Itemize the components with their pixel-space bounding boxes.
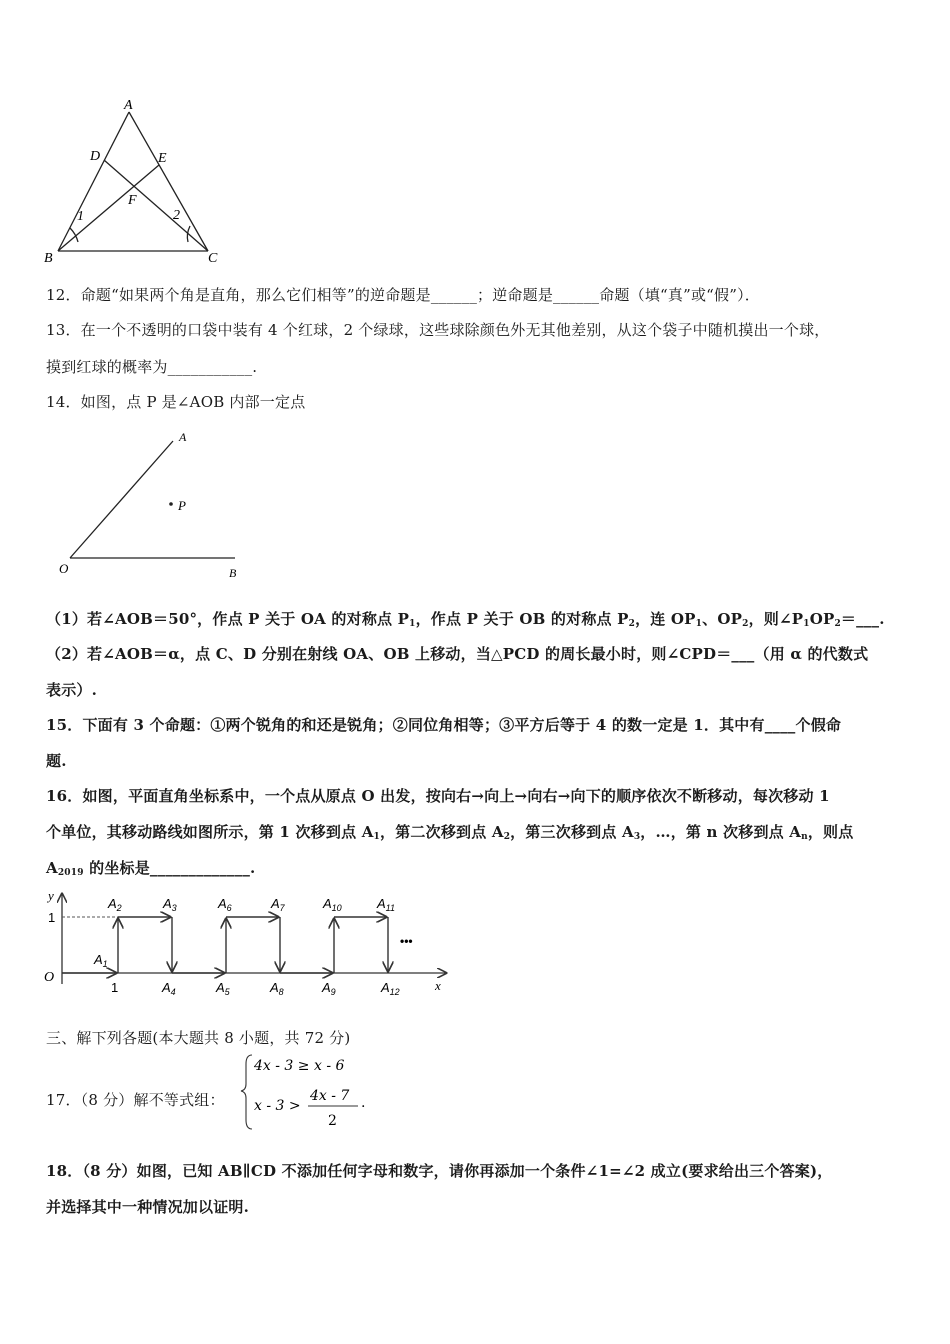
point-label-a8: $A_8$ — [270, 980, 284, 997]
point-label-a5: $A_5$ — [216, 980, 230, 997]
angle-aob-figure — [50, 425, 250, 585]
point-label-a4: $A_4$ — [162, 980, 176, 997]
question-14-part2-line1: （2）若∠AOB＝α，点 C、D 分别在射线 OA、OB 上移动，当△PCD 的周长最小时，则∠CPD＝___（用 α 的代数式 — [46, 645, 869, 663]
ray-oa — [70, 441, 173, 558]
question-13-line2: 摸到红球的概率为___________. — [46, 358, 258, 376]
question-17-label: 17．（8 分）解不等式组： — [46, 1091, 225, 1109]
side-ab — [58, 112, 129, 251]
point-label-a3: $A_3$ — [163, 896, 177, 913]
movement-path-figure — [40, 886, 460, 998]
question-14-stem: 14．如图，点 P 是∠AOB 内部一定点 — [46, 393, 306, 411]
point-label-a11: $A_{11}$ — [377, 896, 396, 913]
inequality-2-left: x - 3 > — [254, 1098, 301, 1114]
section-3-title: 三、解下列各题(本大题共 8 小题，共 72 分) — [46, 1029, 351, 1047]
point-label-a7: $A_7$ — [271, 896, 285, 913]
point-label-a9: $A_9$ — [322, 980, 336, 997]
label-a: A — [179, 430, 187, 444]
inequality-1: 4x - 3 ≥ x - 6 — [254, 1058, 345, 1074]
question-15-line1: 15．下面有 3 个命题：①两个锐角的和还是锐角；②同位角相等；③平方后等于 4 的数一定是 1．其中有____个假命 — [46, 716, 842, 734]
segment-cd — [104, 160, 208, 251]
label-f: F — [128, 193, 137, 208]
label-o: O — [59, 561, 69, 576]
question-13-line1: 13．在一个不透明的口袋中装有 4 个红球，2 个绿球，这些球除颜色外无其他差别，从这个袋子中随机摸出一个球， — [46, 321, 830, 339]
side-ac — [129, 112, 208, 251]
point-label-a1: $A_1$ — [94, 952, 108, 969]
question-18-line2: 并选择其中一种情况加以证明. — [46, 1198, 250, 1216]
question-12: 12．命题“如果两个角是直角，那么它们相等”的逆命题是______；逆命题是______命题（填“真”或“假”）． — [46, 286, 761, 304]
label-a: A — [124, 98, 133, 113]
question-14-part2-line2: 表示）. — [46, 681, 98, 699]
continuation-dots: ••• — [400, 934, 413, 948]
brace — [241, 1055, 252, 1129]
point-label-a12: $A_{12}$ — [381, 980, 400, 997]
triangle-figure — [40, 96, 240, 266]
label-e: E — [158, 151, 167, 166]
point-label-a10: $A_{10}$ — [323, 896, 342, 913]
label-b: B — [229, 566, 237, 580]
label-b: B — [44, 251, 53, 266]
inequality-end: . — [361, 1095, 366, 1111]
question-16-line1: 16．如图，平面直角坐标系中，一个点从原点 O 出发，按向右→向上→向右→向下的顺序依次不断移动，每次移动 1 — [46, 787, 830, 805]
point-label-a6: $A_6$ — [218, 896, 232, 913]
point-label-a2: $A_2$ — [108, 896, 122, 913]
label-p: P — [178, 498, 186, 513]
fraction-denominator: 2 — [328, 1113, 337, 1129]
tick-label-x1: 1 — [111, 980, 119, 995]
question-16-line3: $A_{2019}$ 的坐标是_____________. — [46, 859, 256, 878]
point-p — [169, 502, 173, 506]
label-1: 1 — [77, 209, 84, 224]
tick-label-y1: 1 — [48, 910, 56, 925]
question-14-part1: （1）若∠AOB＝50°，作点 P 关于 OA 的对称点 $P_1$，作点 P 关于 OB 的对称点 $P_2$，连 $OP_1$、$OP_2$，则$\angle P_1OP_2=\_\_\_$. — [46, 610, 885, 629]
question-15-line2: 题. — [46, 752, 67, 770]
fraction-numerator: 4x - 7 — [310, 1088, 350, 1104]
question-18-line1: 18．（8 分）如图，已知 AB∥CD 不添加任何字母和数字，请你再添加一个条件∠1=∠2 成立(要求给出三个答案)， — [46, 1162, 833, 1180]
segment-be — [58, 165, 159, 251]
axis-label-x: x — [435, 978, 441, 993]
inequality-system — [238, 1052, 378, 1132]
label-2: 2 — [173, 208, 180, 223]
label-d: D — [90, 149, 101, 164]
origin-label: O — [44, 970, 55, 985]
axis-label-y: y — [48, 888, 54, 903]
label-c: C — [208, 251, 218, 266]
question-16-line2: 个单位，其移动路线如图所示，第 1 次移到点 $A_1$，第二次移到点 $A_2$，第三次移到点 $A_3$，…，第 n 次移到点 $A_n$，则点 — [46, 823, 854, 842]
